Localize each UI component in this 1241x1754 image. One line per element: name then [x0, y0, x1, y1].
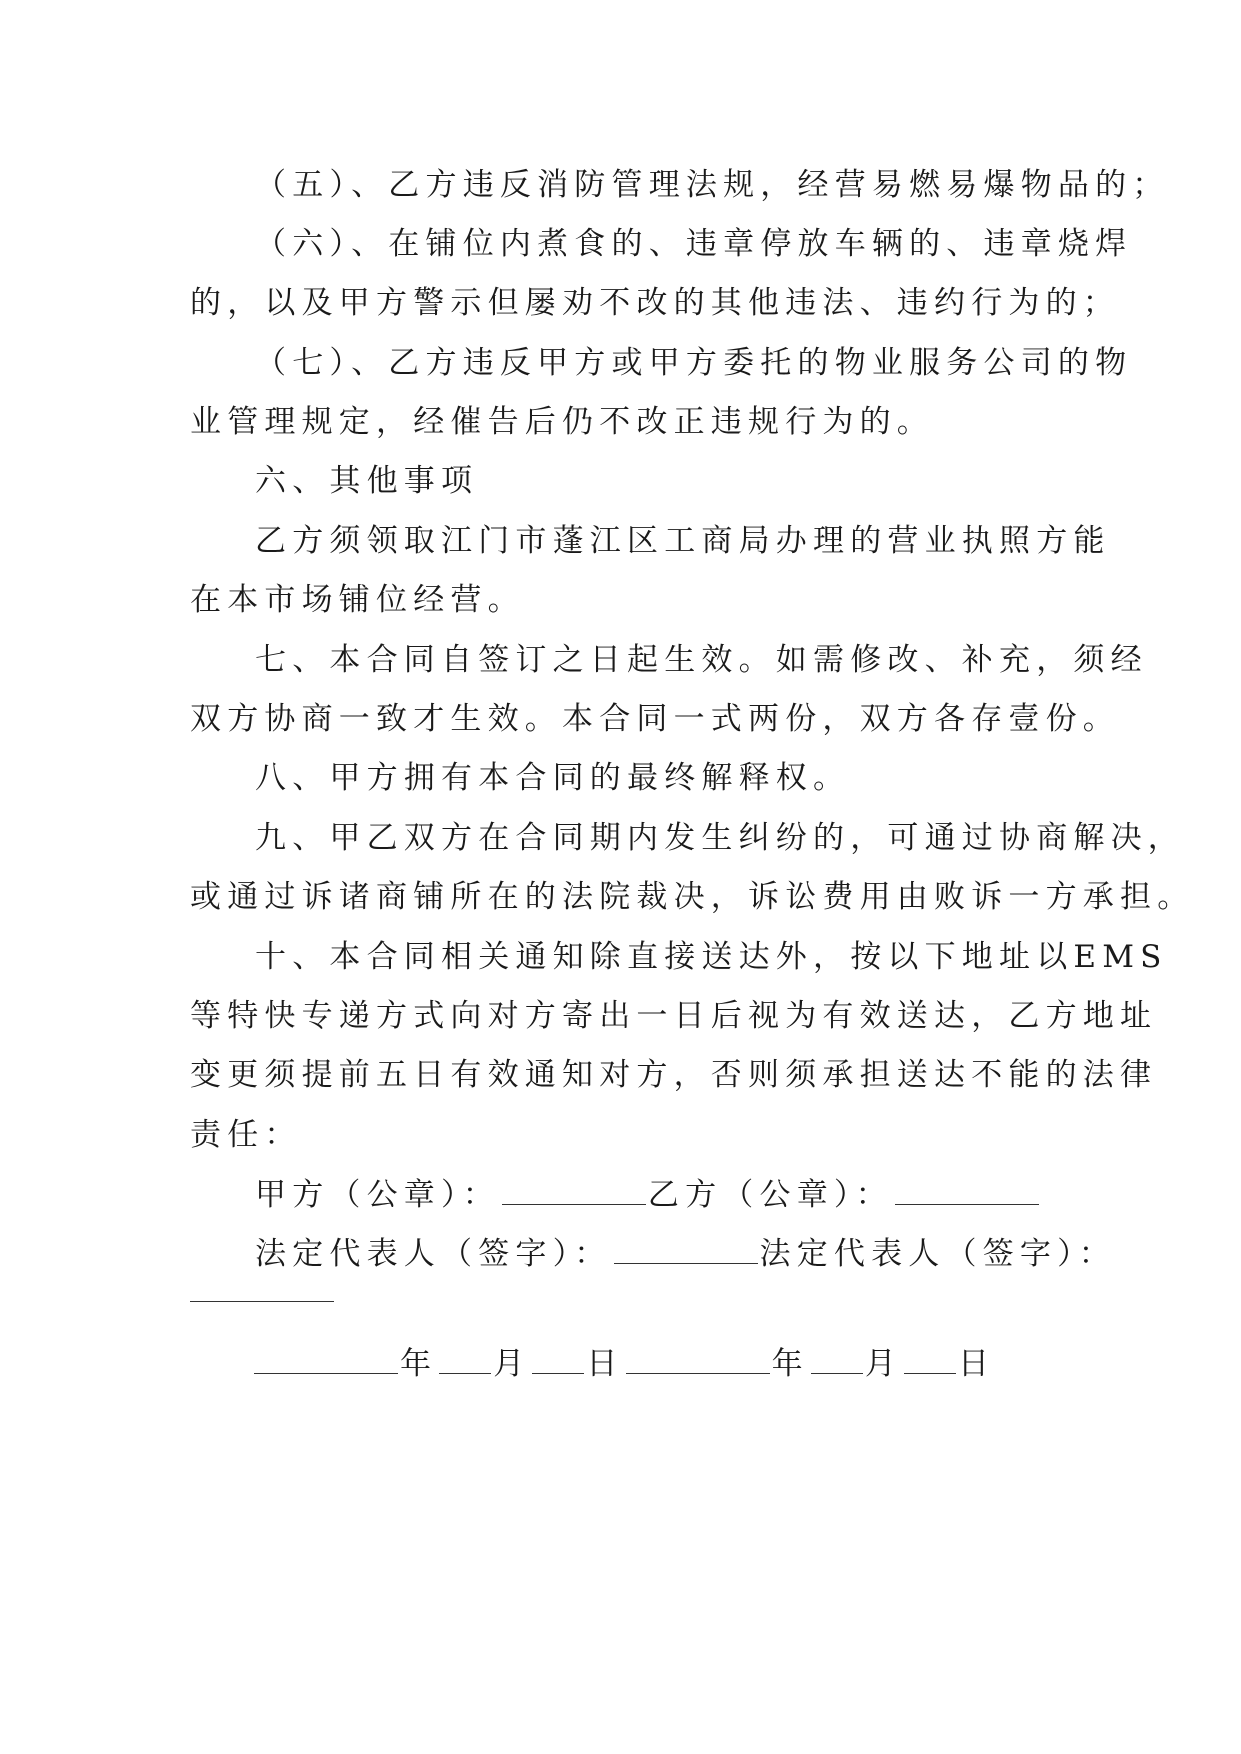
- date-row: [252, 1343, 995, 1384]
- date-b-day-blank[interactable]: [904, 1343, 956, 1374]
- section-7-line-1: 七、本合同自签订之日起生效。如需修改、补充，须经: [255, 642, 1148, 678]
- date-b-year-label: 年: [771, 1346, 809, 1382]
- date-a-day-label: 日: [586, 1346, 624, 1382]
- date-a-year-label: 年: [400, 1346, 438, 1382]
- rep-b-label: 法定代表人（签字）：: [759, 1236, 1116, 1272]
- date-a-month-label: 月: [493, 1346, 531, 1382]
- party-b-seal-blank[interactable]: [895, 1174, 1039, 1205]
- section-10-line-2: 等特快专递方式向对方寄出一日后视为有效送达，乙方地址: [190, 998, 1158, 1034]
- date-a-day-blank[interactable]: [532, 1343, 584, 1374]
- clause-5-6-line-2: 的，以及甲方警示但屡劝不改的其他违法、违约行为的；: [190, 285, 1120, 321]
- section-7-line-2: 双方协商一致才生效。本合同一式两份，双方各存壹份。: [190, 701, 1120, 737]
- date-b-month-blank[interactable]: [811, 1343, 863, 1374]
- section-10-line-4: 责任：: [190, 1117, 302, 1153]
- section-9-line-1: 九、甲乙双方在合同期内发生纠纷的，可通过协商解决，: [255, 820, 1185, 856]
- section-9-line-2: 或通过诉诸商铺所在的法院裁决，诉讼费用由败诉一方承担。: [190, 879, 1195, 915]
- clause-5-6-line-1: （六）、在铺位内煮食的、违章停放车辆的、违章烧焊: [255, 226, 1133, 262]
- section-6-heading: 六、其他事项: [255, 463, 479, 499]
- rep-a-label: 法定代表人（签字）：: [255, 1236, 612, 1272]
- date-b-year-blank[interactable]: [626, 1343, 770, 1374]
- section-10-line-1: 十、本合同相关通知除直接送达外，按以下地址以EMS: [255, 939, 1168, 975]
- party-a-seal-label: 甲方（公章）：: [255, 1177, 500, 1213]
- rep-b-blank[interactable]: [190, 1301, 334, 1302]
- date-a-month-blank[interactable]: [439, 1343, 491, 1374]
- seal-row: [255, 1174, 1041, 1215]
- clause-5-5: （五）、乙方违反消防管理法规，经营易燃易爆物品的；: [255, 167, 1170, 203]
- party-a-seal-blank[interactable]: [502, 1174, 646, 1205]
- section-6-line-1: 乙方须领取江门市蓬江区工商局办理的营业执照方能: [255, 523, 1111, 559]
- date-a-year-blank[interactable]: [254, 1343, 398, 1374]
- rep-a-blank[interactable]: [614, 1233, 758, 1264]
- representative-row: [255, 1233, 1116, 1274]
- section-8: 八、甲方拥有本合同的最终解释权。: [255, 760, 851, 796]
- date-b-month-label: 月: [864, 1346, 903, 1382]
- section-10-line-3: 变更须提前五日有效通知对方，否则须承担送达不能的法律: [190, 1057, 1158, 1093]
- section-6-line-2: 在本市场铺位经营。: [190, 582, 525, 618]
- clause-5-7-line-1: （七）、乙方违反甲方或甲方委托的物业服务公司的物: [255, 345, 1133, 381]
- party-b-seal-label: 乙方（公章）：: [647, 1177, 893, 1213]
- date-b-day-label: 日: [958, 1346, 996, 1382]
- clause-5-7-line-2: 业管理规定，经催告后仍不改正违规行为的。: [190, 404, 934, 440]
